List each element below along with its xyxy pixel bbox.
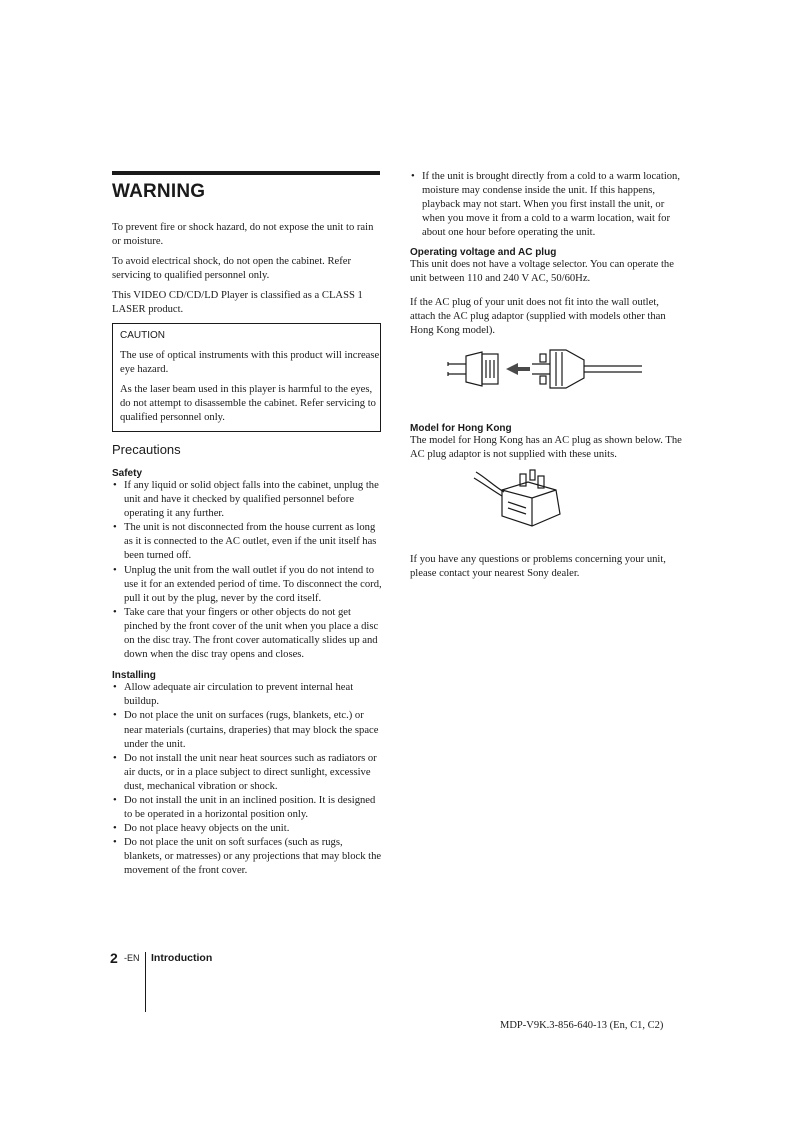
- precautions-heading: Precautions: [112, 442, 181, 457]
- plug-adaptor-illustration: [444, 344, 682, 401]
- caution-paragraph-2: As the laser beam used in this player is harmful to the eyes, do not attempt to disassemble the cabinet. Refer servicing to qualified personnel only.: [120, 384, 376, 423]
- installing-list: [112, 681, 382, 878]
- contact-paragraph: If you have any questions or problems concerning your unit, please contact your nearest Sony dealer.: [410, 554, 666, 580]
- list-item: • If any liquid or solid object falls into the cabinet, unplug the unit and have it checked by qualified personnel before operating it any further.: [112, 479, 382, 521]
- voltage-paragraph-2: If the AC plug of your unit does not fit into the wall outlet, attach the AC plug adaptor (supplied with models other than Hong Kong model).: [410, 297, 666, 337]
- list-item: • Do not place the unit on soft surfaces (such as rugs, blankets, or matresses) or any projections that may block the movement of the front cover.: [112, 836, 382, 878]
- hong-kong-paragraph: The model for Hong Kong has an AC plug as shown below. The AC plug adaptor is not supplied with these units.: [410, 435, 682, 461]
- warning-paragraph-2: To avoid electrical shock, do not open the cabinet. Refer servicing to qualified personnel only.: [112, 256, 352, 281]
- caution-box: [112, 323, 381, 432]
- warning-heading: WARNING: [112, 181, 206, 202]
- right-column: [410, 170, 682, 581]
- list-item: • Do not install the unit near heat sources such as radiators or air ducts, or in a place subject to direct sunlight, excessive dust, mechanical vibration or shock.: [112, 752, 382, 794]
- list-item: • The unit is not disconnected from the house current as long as it is connected to the AC outlet, even if the unit itself has been turned off.: [112, 521, 382, 563]
- caution-paragraph-1: The use of optical instruments with this product will increase eye hazard.: [120, 350, 380, 375]
- list-item: • Take care that your fingers or other objects do not get pinched by the front cover of the unit when you place a disc on the disc tray. The front cover automatically slides up and down when the disc tray opens and closes.: [112, 606, 382, 662]
- list-item: • Do not place heavy objects on the unit.: [112, 822, 382, 836]
- warning-paragraph-1: To prevent fire or shock hazard, do not expose the unit to rain or moisture.: [112, 222, 374, 247]
- voltage-paragraph-1: This unit does not have a voltage selector. You can operate the unit between 110 and 240 V AC, 50/60Hz.: [410, 259, 674, 285]
- hong-kong-plug-icon: [472, 468, 578, 530]
- list-item: • Allow adequate air circulation to prevent internal heat buildup.: [112, 681, 382, 709]
- hong-kong-heading: Model for Hong Kong: [410, 423, 512, 435]
- safety-heading: Safety: [112, 468, 143, 479]
- left-column: [112, 171, 382, 879]
- list-item: • Unplug the unit from the wall outlet if you do not intend to use it for an extended period of time. To disconnect the cord, pull it out by the plug, never by the cord itself.: [112, 564, 382, 606]
- page-suffix: -EN: [124, 953, 140, 963]
- list-item: • Do not place the unit on surfaces (rugs, blankets, etc.) or near materials (curtains, draperies) that may block the space under the unit.: [112, 709, 382, 751]
- section-label: Introduction: [151, 952, 213, 964]
- caution-heading: CAUTION: [120, 330, 165, 341]
- safety-list: [112, 479, 382, 662]
- list-item: • Do not install the unit in an inclined position. It is designed to be operated in a horizontal position only.: [112, 794, 382, 822]
- moisture-list: [410, 170, 682, 240]
- voltage-heading: Operating voltage and AC plug: [410, 247, 557, 259]
- list-item: • If the unit is brought directly from a cold to a warm location, moisture may condense inside the unit. If this happens, playback may not start. When you first install the unit, or when you move it from a cold to a warm location, wait for about one hour before operating the unit.: [410, 170, 682, 240]
- footer-divider: [145, 952, 146, 1012]
- page-number: 2: [110, 950, 118, 966]
- hong-kong-plug-illustration: [472, 468, 682, 535]
- plug-adaptor-icon: [444, 344, 644, 396]
- warning-rule: [112, 171, 380, 175]
- warning-paragraph-3: This VIDEO CD/CD/LD Player is classified as a CLASS 1 LASER product.: [112, 290, 363, 315]
- document-code: MDP-V9K.3-856-640-13 (En, C1, C2): [500, 1020, 664, 1031]
- installing-heading: Installing: [112, 670, 156, 682]
